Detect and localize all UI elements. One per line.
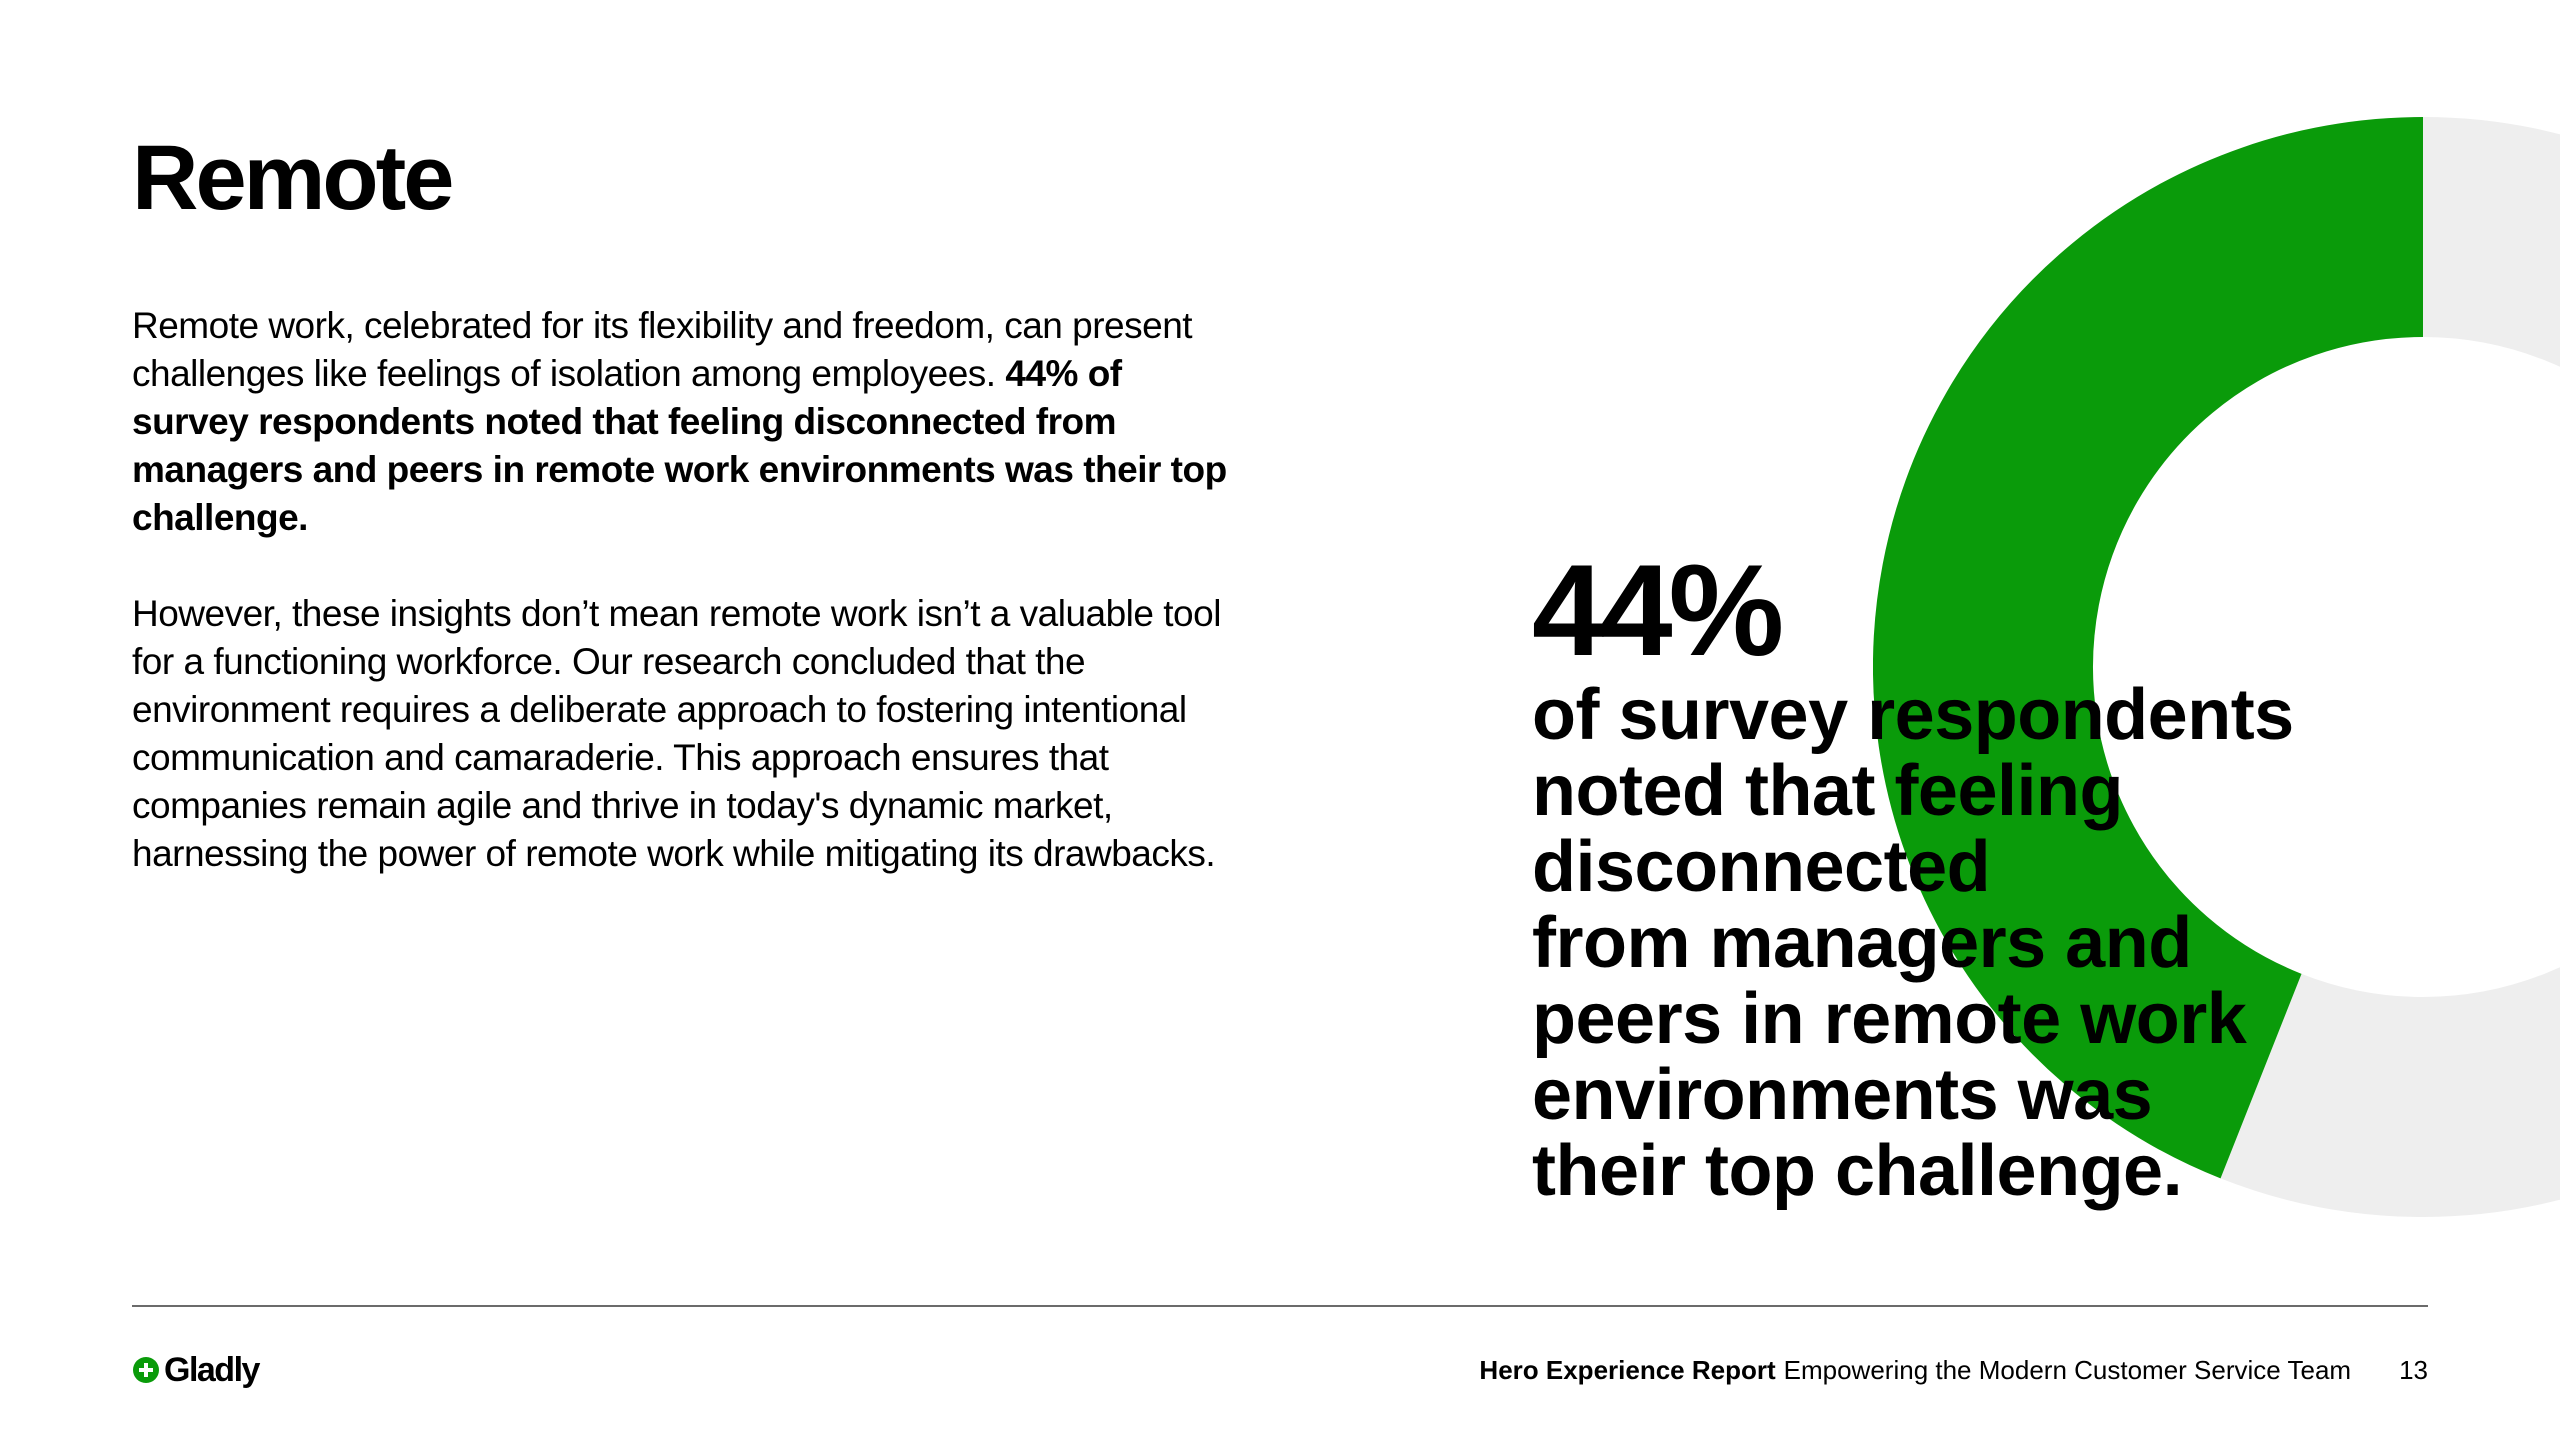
stat-caption-line: environments was	[1532, 1055, 2153, 1135]
stat-caption-line: from managers and	[1532, 903, 2192, 983]
paragraph-intro-highlight: 44% of survey respondents noted that feeling disconnected from managers and peers in remote work environments was their top challenge.	[132, 353, 1227, 538]
stat-caption-line: noted that feeling	[1532, 751, 2123, 831]
footer-divider	[132, 1305, 2428, 1307]
page-title: Remote	[132, 127, 452, 229]
logo-wordmark: Gladly	[164, 1351, 259, 1389]
report-title: Hero Experience Report	[1479, 1355, 1776, 1385]
plus-circle-icon	[132, 1356, 160, 1384]
stat-value: 44%	[1532, 537, 1781, 683]
stat-caption-line: peers in remote work	[1532, 979, 2247, 1059]
paragraph-intro	[132, 302, 1242, 542]
stat-caption	[1532, 677, 2432, 1209]
footer-info	[1479, 1352, 2428, 1388]
page-number: 13	[2399, 1355, 2428, 1385]
stat-caption-line: disconnected	[1532, 827, 1991, 907]
body-text	[132, 302, 1242, 878]
stat-caption-line: of survey respondents	[1532, 675, 2294, 755]
stat-callout	[1532, 537, 2432, 1211]
paragraph-intro-text: Remote work, celebrated for its flexibility and freedom, can present challenges like feelings of isolation among employees.	[132, 305, 1193, 394]
stat-caption-line: their top challenge.	[1532, 1131, 2183, 1211]
paragraph-research: However, these insights don’t mean remote work isn’t a valuable tool for a functioning workforce. Our research concluded that the environment requires a deliberate approach to fostering intentional communication and camaraderie. This approach ensures that companies remain agile and thrive in today's dynamic market, harnessing the power of remote work while mitigating its drawbacks.	[132, 593, 1221, 874]
gladly-logo	[132, 1350, 259, 1390]
report-subtitle: Empowering the Modern Customer Service Team	[1783, 1355, 2352, 1385]
